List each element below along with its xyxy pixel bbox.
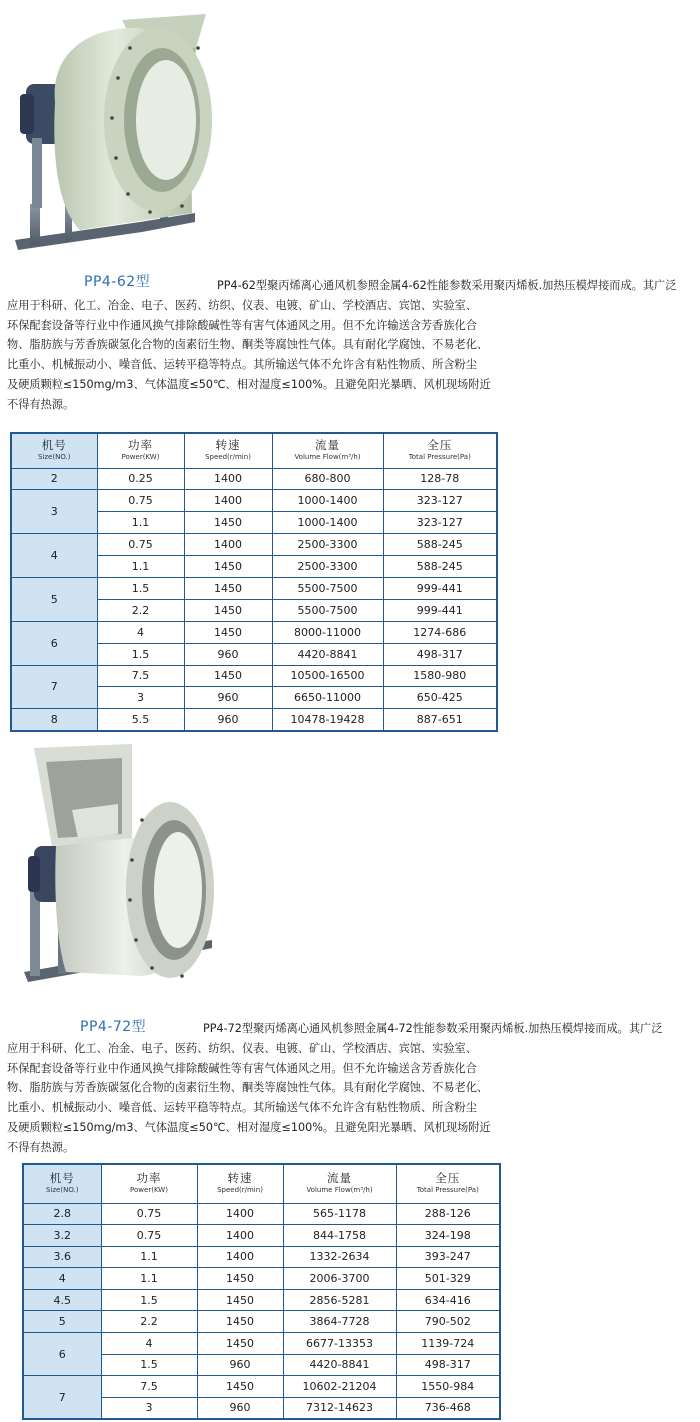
- performance-table: [10, 432, 498, 732]
- power-cell: 3: [97, 687, 184, 709]
- speed-cell: 1400: [184, 490, 272, 512]
- volume-flow-cell: 2856-5281: [283, 1289, 396, 1311]
- description-line: 及硬质颗粒≤150mg/m3、气体温度≤50℃、相对湿度≤100%。且避免阳光暴晒、风机现场附近: [7, 377, 491, 391]
- model-title: PP4-62型: [84, 274, 151, 290]
- power-cell: 1.1: [101, 1268, 197, 1290]
- size-cell: 4.5: [23, 1289, 101, 1311]
- total-pressure-cell: 1139-724: [396, 1333, 500, 1355]
- volume-flow-cell: 2500-3300: [272, 534, 383, 556]
- volume-flow-cell: 6650-11000: [272, 687, 383, 709]
- power-cell: 0.75: [97, 534, 184, 556]
- table-row: [23, 1311, 500, 1333]
- speed-cell: 1450: [197, 1311, 283, 1333]
- power-cell: 4: [101, 1333, 197, 1355]
- volume-flow-cell: 4420-8841: [283, 1354, 396, 1376]
- power-cell: 5.5: [97, 709, 184, 731]
- table-row: [23, 1289, 500, 1311]
- speed-cell: 960: [197, 1354, 283, 1376]
- header-power: 功率 Power(KW): [97, 433, 184, 468]
- table-row: [11, 577, 497, 599]
- description-line: 物、脂肪族与芳香族碳氢化合物的卤素衍生物、酮类等腐蚀性气体。具有耐化学腐蚀、不易老化、: [7, 338, 489, 352]
- description-line: 应用于科研、化工、冶金、电子、医药、纺织、仪表、电镀、矿山、学校酒店、宾馆、实验室、: [7, 1041, 477, 1055]
- size-cell: 7: [23, 1376, 101, 1419]
- volume-flow-cell: 7312-14623: [283, 1397, 396, 1419]
- size-cell: 3.6: [23, 1246, 101, 1268]
- total-pressure-cell: 498-317: [396, 1354, 500, 1376]
- power-cell: 1.5: [97, 577, 184, 599]
- model-title: PP4-72型: [80, 1019, 147, 1035]
- table-row: [11, 709, 497, 731]
- size-cell: 5: [23, 1311, 101, 1333]
- size-cell: 4: [23, 1268, 101, 1290]
- power-cell: 1.1: [97, 556, 184, 578]
- description-line: 环保配套设备等行业中作通风换气排除酸碱性等有害气体通风之用。但不允许输送含芳香族化合: [7, 1061, 477, 1075]
- speed-cell: 1450: [184, 599, 272, 621]
- table-row: [11, 490, 497, 512]
- table-row: [11, 621, 497, 643]
- description-line: 应用于科研、化工、冶金、电子、医药、纺织、仪表、电镀、矿山、学校酒店、宾馆、实验室、: [7, 298, 477, 312]
- size-cell: 5: [11, 577, 97, 621]
- power-cell: 7.5: [97, 665, 184, 687]
- power-cell: 1.5: [97, 643, 184, 665]
- table-row: [23, 1246, 500, 1268]
- table-row: [23, 1225, 500, 1247]
- speed-cell: 1450: [197, 1333, 283, 1355]
- table-row: [23, 1268, 500, 1290]
- speed-cell: 1450: [184, 621, 272, 643]
- table-row: [11, 534, 497, 556]
- description-line: 不得有热源。: [7, 397, 75, 411]
- speed-cell: 1400: [184, 534, 272, 556]
- total-pressure-cell: 1274-686: [383, 621, 497, 643]
- total-pressure-cell: 790-502: [396, 1311, 500, 1333]
- total-pressure-cell: 128-78: [383, 468, 497, 490]
- speed-cell: 960: [184, 687, 272, 709]
- size-cell: 2: [11, 468, 97, 490]
- total-pressure-cell: 736-468: [396, 1397, 500, 1419]
- speed-cell: 1400: [197, 1203, 283, 1225]
- total-pressure-cell: 1580-980: [383, 665, 497, 687]
- size-cell: 6: [23, 1333, 101, 1376]
- size-cell: 6: [11, 621, 97, 665]
- size-cell: 2.8: [23, 1203, 101, 1225]
- speed-cell: 1450: [184, 512, 272, 534]
- header-total-pressure: 全压 Total Pressure(Pa): [396, 1164, 500, 1203]
- speed-cell: 1450: [197, 1376, 283, 1398]
- total-pressure-cell: 650-425: [383, 687, 497, 709]
- header-size: 机号 Size(NO.): [11, 433, 97, 468]
- total-pressure-cell: 501-329: [396, 1268, 500, 1290]
- description-line: 不得有热源。: [7, 1140, 75, 1154]
- volume-flow-cell: 1000-1400: [272, 490, 383, 512]
- table-row: [11, 665, 497, 687]
- power-cell: 3: [101, 1397, 197, 1419]
- pp4-62-fan-image: [10, 8, 230, 258]
- volume-flow-cell: 680-800: [272, 468, 383, 490]
- speed-cell: 1450: [184, 665, 272, 687]
- description-line: 比重小、机械振动小、噪音低、运转平稳等特点。其所输送气体不允许含有粘性物质、所含粉尘: [7, 358, 477, 372]
- description-line: PP4-62型聚丙烯离心通风机参照金属4-62性能参数采用聚丙烯板.加热压模焊接而成。其广泛: [217, 279, 677, 292]
- table-row: [11, 468, 497, 490]
- table-row: [23, 1333, 500, 1355]
- speed-cell: 1450: [197, 1268, 283, 1290]
- volume-flow-cell: 844-1758: [283, 1225, 396, 1247]
- total-pressure-cell: 999-441: [383, 599, 497, 621]
- power-cell: 2.2: [101, 1311, 197, 1333]
- power-cell: 0.75: [97, 490, 184, 512]
- speed-cell: 1400: [197, 1246, 283, 1268]
- speed-cell: 1450: [184, 577, 272, 599]
- speed-cell: 1400: [197, 1225, 283, 1247]
- header-total-pressure: 全压 Total Pressure(Pa): [383, 433, 497, 468]
- size-cell: 8: [11, 709, 97, 731]
- header-speed: 转速 Speed(r/min): [184, 433, 272, 468]
- power-cell: 1.5: [101, 1354, 197, 1376]
- table-row: [23, 1376, 500, 1398]
- volume-flow-cell: 8000-11000: [272, 621, 383, 643]
- table-row: [23, 1203, 500, 1225]
- pp4-72-fan-image: [22, 740, 222, 1000]
- volume-flow-cell: 10478-19428: [272, 709, 383, 731]
- header-speed: 转速 Speed(r/min): [197, 1164, 283, 1203]
- header-power: 功率 Power(KW): [101, 1164, 197, 1203]
- power-cell: 2.2: [97, 599, 184, 621]
- volume-flow-cell: 10602-21204: [283, 1376, 396, 1398]
- performance-table: [22, 1163, 501, 1420]
- speed-cell: 1400: [184, 468, 272, 490]
- total-pressure-cell: 323-127: [383, 512, 497, 534]
- total-pressure-cell: 323-127: [383, 490, 497, 512]
- volume-flow-cell: 10500-16500: [272, 665, 383, 687]
- power-cell: 0.75: [101, 1203, 197, 1225]
- speed-cell: 960: [184, 643, 272, 665]
- size-cell: 3.2: [23, 1225, 101, 1247]
- speed-cell: 1450: [184, 556, 272, 578]
- description-line: 比重小、机械振动小、噪音低、运转平稳等特点。其所输送气体不允许含有粘性物质、所含粉尘: [7, 1101, 477, 1115]
- volume-flow-cell: 6677-13353: [283, 1333, 396, 1355]
- volume-flow-cell: 565-1178: [283, 1203, 396, 1225]
- total-pressure-cell: 393-247: [396, 1246, 500, 1268]
- product-section-pp4-72: [0, 738, 700, 1422]
- volume-flow-cell: 4420-8841: [272, 643, 383, 665]
- total-pressure-cell: 588-245: [383, 534, 497, 556]
- total-pressure-cell: 498-317: [383, 643, 497, 665]
- volume-flow-cell: 3864-7728: [283, 1311, 396, 1333]
- header-volume-flow: 流量 Volume Flow(m³/h): [283, 1164, 396, 1203]
- size-cell: 4: [11, 534, 97, 578]
- volume-flow-cell: 2006-3700: [283, 1268, 396, 1290]
- product-description: [7, 276, 676, 415]
- speed-cell: 1450: [197, 1289, 283, 1311]
- power-cell: 7.5: [101, 1376, 197, 1398]
- power-cell: 4: [97, 621, 184, 643]
- power-cell: 1.1: [97, 512, 184, 534]
- volume-flow-cell: 5500-7500: [272, 577, 383, 599]
- product-description: [7, 1019, 662, 1158]
- power-cell: 0.25: [97, 468, 184, 490]
- volume-flow-cell: 2500-3300: [272, 556, 383, 578]
- total-pressure-cell: 324-198: [396, 1225, 500, 1247]
- size-cell: 7: [11, 665, 97, 709]
- total-pressure-cell: 1550-984: [396, 1376, 500, 1398]
- header-size: 机号 Size(NO.): [23, 1164, 101, 1203]
- power-cell: 1.5: [101, 1289, 197, 1311]
- speed-cell: 960: [197, 1397, 283, 1419]
- table-header-row: [11, 433, 497, 468]
- description-line: 及硬质颗粒≤150mg/m3、气体温度≤50℃、相对湿度≤100%。且避免阳光暴晒、风机现场附近: [7, 1120, 491, 1134]
- header-volume-flow: 流量 Volume Flow(m³/h): [272, 433, 383, 468]
- description-line: 环保配套设备等行业中作通风换气排除酸碱性等有害气体通风之用。但不允许输送含芳香族化合: [7, 318, 477, 332]
- description-line: PP4-72型聚丙烯离心通风机参照金属4-72性能参数采用聚丙烯板.加热压模焊接而成。其广泛: [203, 1022, 663, 1035]
- size-cell: 3: [11, 490, 97, 534]
- power-cell: 1.1: [101, 1246, 197, 1268]
- speed-cell: 960: [184, 709, 272, 731]
- table-header-row: [23, 1164, 500, 1203]
- volume-flow-cell: 1332-2634: [283, 1246, 396, 1268]
- total-pressure-cell: 588-245: [383, 556, 497, 578]
- power-cell: 0.75: [101, 1225, 197, 1247]
- total-pressure-cell: 288-126: [396, 1203, 500, 1225]
- total-pressure-cell: 999-441: [383, 577, 497, 599]
- volume-flow-cell: 5500-7500: [272, 599, 383, 621]
- volume-flow-cell: 1000-1400: [272, 512, 383, 534]
- total-pressure-cell: 887-651: [383, 709, 497, 731]
- total-pressure-cell: 634-416: [396, 1289, 500, 1311]
- description-line: 物、脂肪族与芳香族碳氢化合物的卤素衍生物、酮类等腐蚀性气体。具有耐化学腐蚀、不易老化、: [7, 1081, 489, 1095]
